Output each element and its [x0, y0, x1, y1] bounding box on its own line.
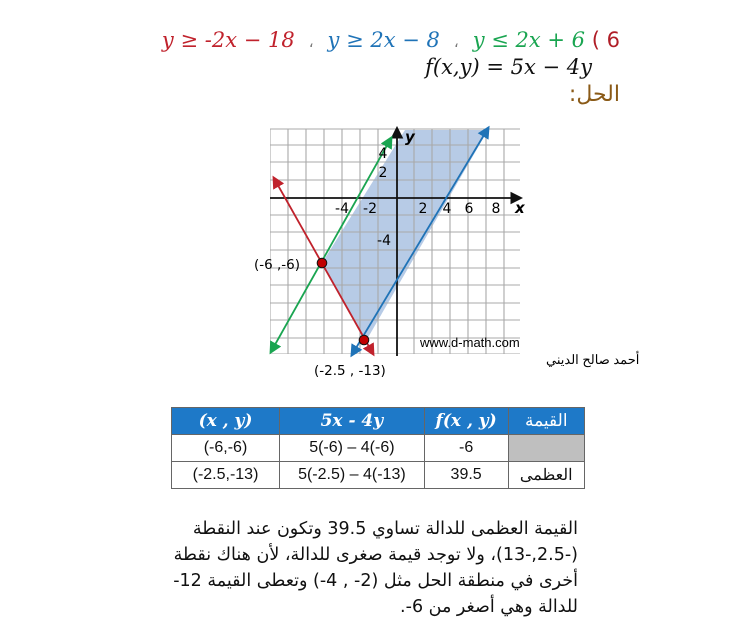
vertex-label-2: (-2.5 , -13) — [314, 363, 386, 379]
watermark-site: www.d-math.com — [420, 335, 520, 350]
column-header-expression: 5x - 4y — [280, 408, 425, 435]
watermark-author: أحمد صالح الديني — [546, 352, 640, 367]
table-cell: 39.5 — [424, 462, 508, 489]
table-cell: 5(-2.5) – 4(-13) — [280, 462, 425, 489]
y-tick: -4 — [377, 233, 391, 249]
table-row — [172, 435, 585, 462]
column-header-point: (x , y) — [172, 408, 280, 435]
column-header-value: القيمة — [508, 408, 584, 435]
problem-number: 6 — [606, 28, 620, 52]
paragraph-line: أخرى في منطقة الحل مثل (2- , 4-) وتعطى القيمة 12- — [173, 571, 578, 591]
table-cell — [508, 435, 584, 462]
constraint-1: y ≥ -2x − 18 — [161, 28, 295, 52]
table-header-row — [172, 408, 585, 435]
table-cell: 5(-6) – 4(-6) — [280, 435, 425, 462]
problem-paren: ( — [591, 28, 600, 52]
table-cell: (-2.5,-13) — [172, 462, 280, 489]
x-tick: 2 — [418, 201, 428, 217]
separator: ، — [308, 33, 314, 51]
problem-statement — [160, 28, 620, 58]
column-header-function: f(x , y) — [424, 408, 508, 435]
x-axis-label: x — [515, 199, 525, 217]
y-tick: 2 — [378, 165, 388, 181]
constraint-3: y ≤ 2x + 6 — [472, 28, 586, 52]
table-row — [172, 462, 585, 489]
results-table — [171, 407, 585, 489]
paragraph-line: (-2.5,-13)، ولا توجد قيمة صغرى للدالة، لأن هناك نقطة — [173, 545, 578, 565]
paragraph-line: القيمة العظمى للدالة تساوي 39.5 وتكون عند النقطة — [192, 519, 578, 539]
paragraph-line: للدالة وهي أصغر من 6-. — [400, 597, 578, 617]
vertex-label-1: (-6 ,-6) — [254, 257, 301, 273]
table-cell: (-6,-6) — [172, 435, 280, 462]
graph — [254, 122, 640, 382]
x-tick: 4 — [442, 201, 452, 217]
x-tick: 6 — [464, 201, 474, 217]
vertex-point-2 — [359, 335, 369, 345]
y-axis-label: y — [405, 128, 415, 146]
solution-label: الحل: — [568, 82, 620, 107]
x-tick: 8 — [491, 201, 501, 217]
constraint-2: y ≥ 2x − 8 — [327, 28, 440, 52]
x-tick: -4 — [335, 201, 349, 217]
y-tick: 4 — [378, 146, 388, 162]
table-cell: العظمى — [508, 462, 584, 489]
objective-function: f(x,y) = 5x − 4y — [425, 55, 592, 79]
separator: ، — [453, 33, 459, 51]
conclusion-paragraph — [164, 516, 578, 620]
vertex-point-1 — [317, 258, 327, 268]
table-cell: -6 — [424, 435, 508, 462]
x-tick: -2 — [363, 201, 377, 217]
